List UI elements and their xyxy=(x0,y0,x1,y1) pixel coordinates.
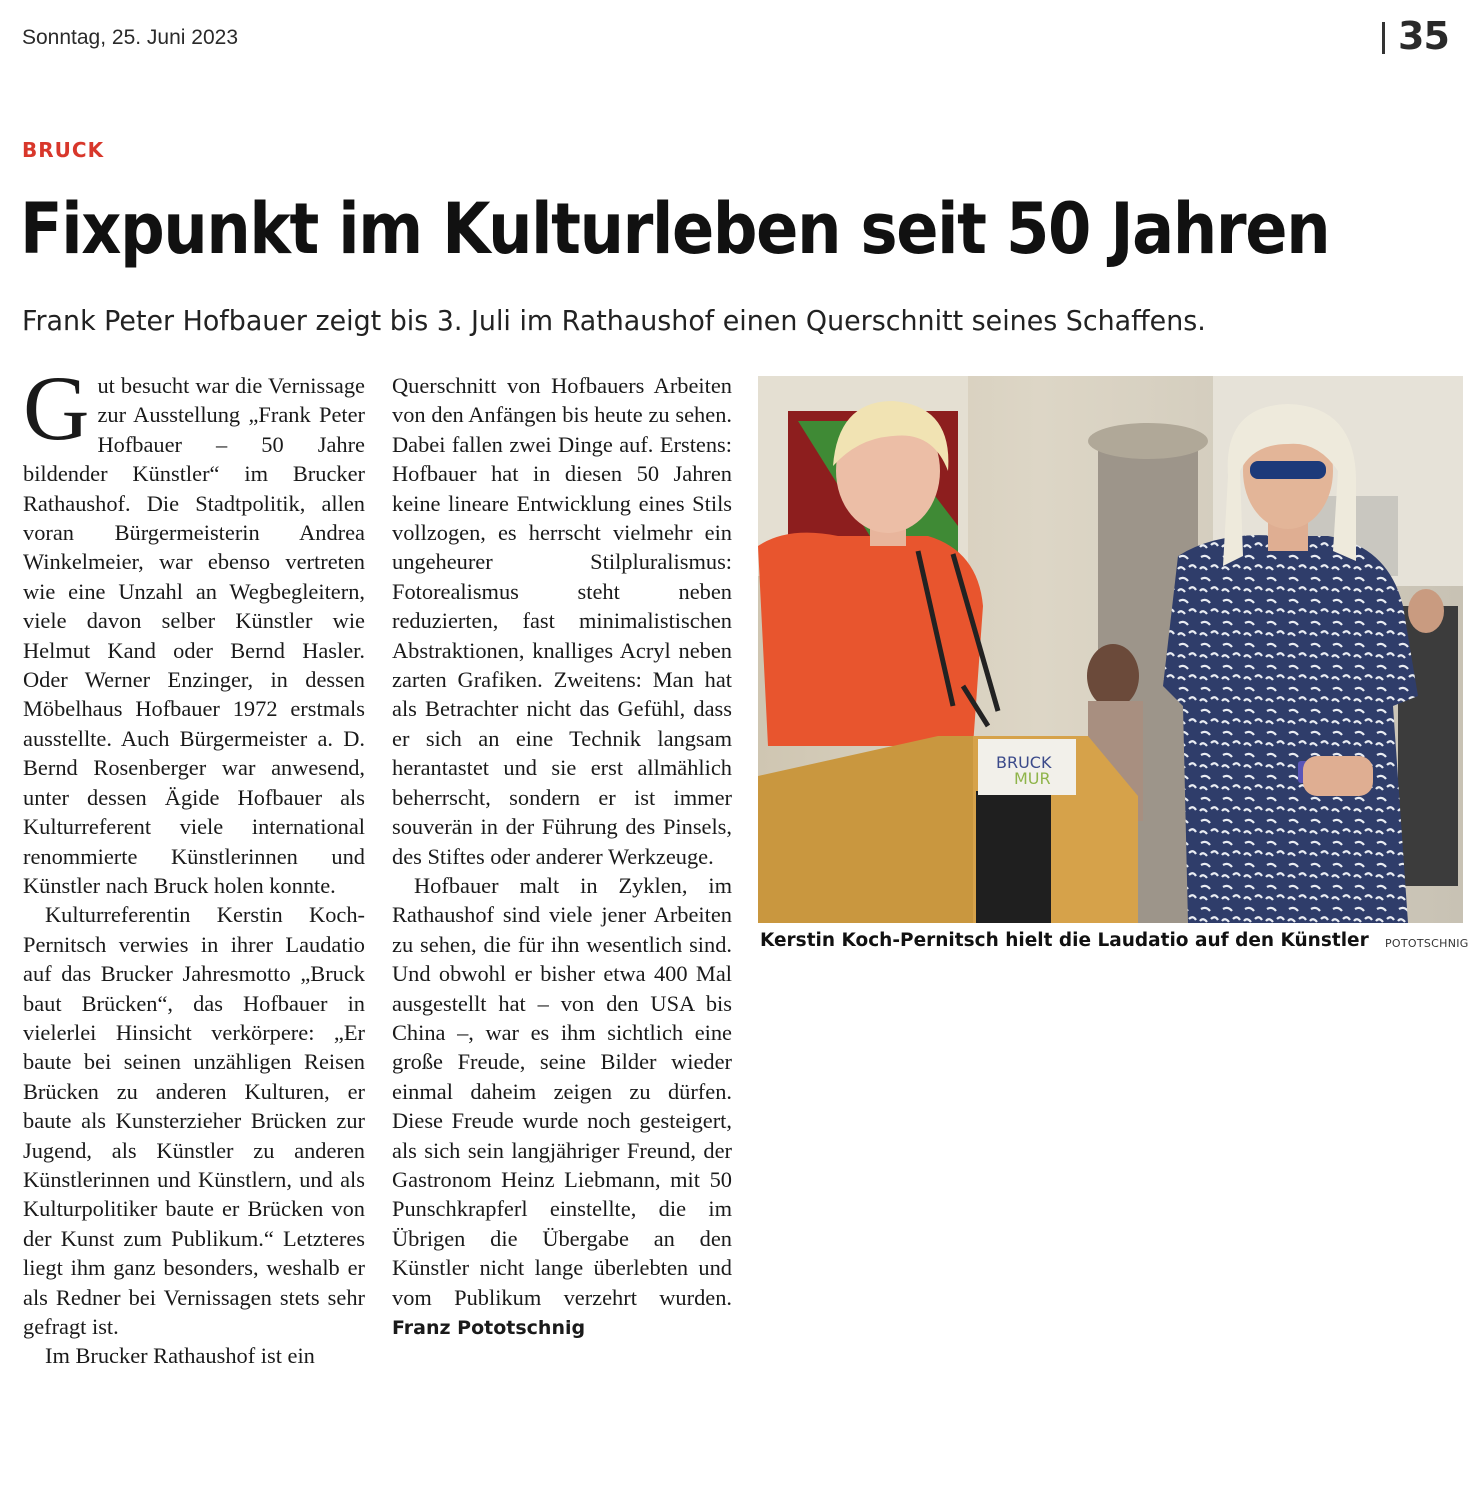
article-photo xyxy=(758,376,1463,923)
page-number-divider xyxy=(1382,22,1385,54)
column1-paragraph-2: Kulturreferentin Kerstin Koch-Pernitsch verwies in ihrer Laudatio auf das Brucker Jahresmotto „Bruck baut Brücken“, das Hofbauer in vielerlei Hinsicht verkörpere: „Er baute bei seinen unzähligen Reisen Brücken zu anderen Kulturen, er baute als Kunsterzieher Brücken zur Jugend, als Künstler zu anderen Künstlerinnen und Künstlern, und als Kulturpolitiker baute er Brücken von der Kunst zum Publikum.“ Letzteres liegt ihm ganz besonders, weshalb er als Redner bei Vernissagen stets sehr gefragt ist. xyxy=(23,902,365,1339)
author-byline: Franz Pototschnig xyxy=(392,1317,586,1339)
drop-cap: G xyxy=(23,357,90,459)
article-headline: Fixpunkt im Kulturleben seit 50 Jahren xyxy=(20,188,1330,270)
issue-date: Sonntag, 25. Juni 2023 xyxy=(22,26,239,49)
article-column-1 xyxy=(23,357,365,1371)
column2-paragraph-1: Querschnitt von Hofbauers Arbeiten von den Anfängen bis heute zu sehen. Dabei fallen zwei Dinge auf. Erstens: Hofbauer hat in diesen 50 Jahren keine lineare Entwicklung eines Stils vollzogen, es herrscht vielmehr ein ungeheurer Stilpluralismus: Fotorealismus steht neben reduzierten, fast minimalistischen Abstraktionen, knalliges Acryl neben zarten Grafiken. Zweitens: Man hat als Betrachter nicht das Gefühl, dass er sich an eine Technik langsam herantastet und sie erst allmählich beherrscht, sondern er ist immer souverän in der Führung des Pinsels, des Stiftes oder anderer Werkzeuge. xyxy=(392,373,732,869)
page-number: 35 xyxy=(1398,14,1449,58)
photo-caption: Kerstin Koch-Pernitsch hielt die Laudatio auf den Künstler xyxy=(760,930,1369,951)
column1-paragraph-3: Im Brucker Rathaushof ist ein xyxy=(45,1343,315,1369)
column1-paragraph-1: ut besucht war die Vernissage zur Ausstellung „Frank Peter Hofbauer – 50 Jahre bildender Künstler“ im Brucker Rathaushof. Die Stadtpolitik, allen voran Bürgermeisterin Andrea Winkelmeier, war ebenso vertreten wie eine Unzahl an Wegbegleitern, viele davon selber Künstler wie Helmut Kand oder Bernd Hasler. Oder Werner Enzinger, in dessen Möbelhaus Hofbauer 1972 erstmals ausstellte. Auch Bürgermeister a. D. Bernd Rosenberger war anwesend, unter dessen Ägide Hofbauer als Kulturreferent viele international renommierte Künstlerinnen und Künstler nach Bruck holen konnte. xyxy=(23,373,365,898)
photo-credit: POTOTSCHNIG xyxy=(1385,937,1469,950)
podium-sign-line2: MUR xyxy=(1014,769,1051,788)
artist-shirt xyxy=(1163,535,1418,923)
podium-sign-line1: BRUCK xyxy=(996,753,1052,772)
artist-sunglasses xyxy=(1250,461,1326,479)
photo-illustration xyxy=(758,376,1463,923)
section-label: BRUCK xyxy=(22,138,105,162)
column2-paragraph-2 xyxy=(392,871,732,1344)
article-column-2 xyxy=(392,371,732,1343)
article-subheadline: Frank Peter Hofbauer zeigt bis 3. Juli im Rathaushof einen Querschnitt seines Schaffens. xyxy=(22,304,1206,337)
speaker-dress xyxy=(758,533,983,746)
column2-paragraph-2-text: Hofbauer malt in Zyklen, im Rathaushof sind viele jener Arbeiten zu sehen, die für ihn wesentlich sind. Und obwohl er bisher etwa 400 Mal ausgestellt hat – von den USA bis China –, war es ihm sichtlich eine große Freude, seine Bilder wieder einmal daheim zeigen zu dürfen. Diese Freude wurde noch gesteigert, als sich sein langjähriger Freund, der Gastronom Heinz Liebmann, mit 50 Punschkrapferl einstellte, die im Übrigen die Übergabe an den Künstler nicht lange überlebten und vom Publikum verzehrt wurden. xyxy=(392,872,732,1310)
